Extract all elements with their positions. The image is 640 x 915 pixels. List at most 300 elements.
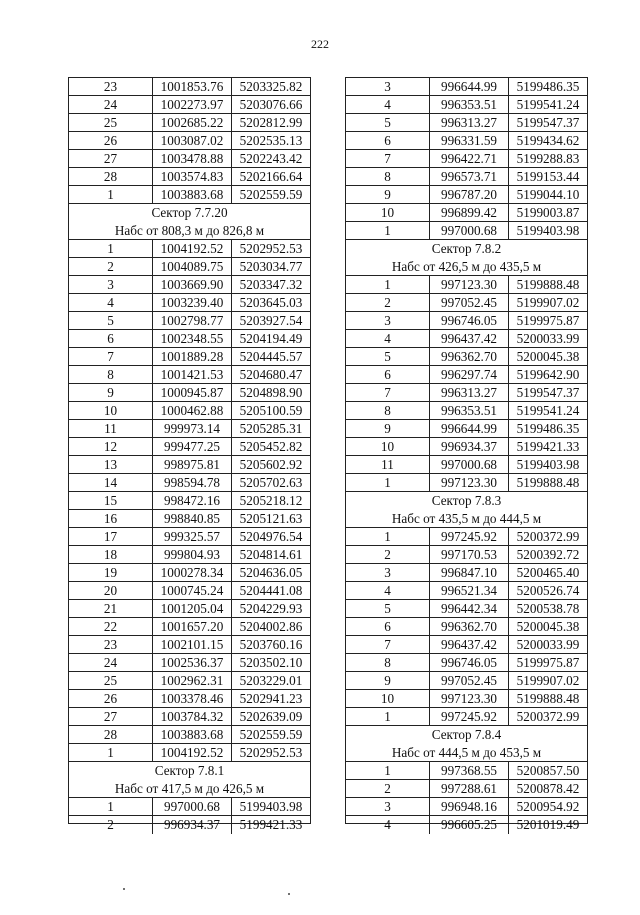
table-row [346, 330, 587, 348]
coord-x: 998975.81 [153, 456, 232, 473]
table-row [346, 132, 587, 150]
table-row [69, 150, 310, 168]
coord-x: 997052.45 [430, 672, 509, 689]
point-number: 7 [346, 636, 430, 653]
coord-x: 997170.53 [430, 546, 509, 563]
table-row [346, 672, 587, 690]
coord-y: 5203347.32 [239, 277, 303, 292]
point-number: 9 [346, 672, 430, 689]
coord-x: 1003574.83 [153, 168, 232, 185]
coord-x: 997123.30 [430, 474, 509, 491]
coord-y: 5199888.48 [516, 475, 580, 490]
coord-y: 5201019.49 [516, 817, 580, 832]
coord-y: 5202812.99 [239, 115, 303, 130]
point-number: 8 [69, 366, 153, 383]
coord-x: 996847.10 [430, 564, 509, 581]
table-row [346, 564, 587, 582]
coord-y: 5203076.66 [239, 97, 303, 112]
point-number: 3 [346, 78, 430, 95]
point-number: 18 [69, 546, 153, 563]
coord-x: 997245.92 [430, 528, 509, 545]
coord-x: 997000.68 [430, 456, 509, 473]
point-number: 23 [69, 78, 153, 95]
coord-y: 5202941.23 [239, 691, 303, 706]
table-row [346, 420, 587, 438]
coord-x: 996787.20 [430, 186, 509, 203]
coord-x: 996934.37 [430, 438, 509, 455]
point-number: 6 [69, 330, 153, 347]
table-row [346, 762, 587, 780]
coord-x: 996437.42 [430, 330, 509, 347]
point-number: 3 [346, 312, 430, 329]
point-number: 10 [346, 438, 430, 455]
point-number: 27 [69, 708, 153, 725]
table-row [346, 798, 587, 816]
table-row [69, 456, 310, 474]
table-row [69, 600, 310, 618]
coord-x: 996353.51 [430, 96, 509, 113]
table-row [346, 582, 587, 600]
coord-y: 5203927.54 [239, 313, 303, 328]
table-row [346, 636, 587, 654]
point-number: 16 [69, 510, 153, 527]
coord-y: 5200392.72 [516, 547, 580, 562]
table-row [69, 582, 310, 600]
point-number: 27 [69, 150, 153, 167]
coord-x: 1004192.52 [153, 240, 232, 257]
point-number: 24 [69, 654, 153, 671]
coord-y: 5199642.90 [516, 367, 580, 382]
table-row [69, 276, 310, 294]
scan-speck [123, 888, 125, 890]
coord-x: 997123.30 [430, 276, 509, 293]
point-number: 22 [69, 618, 153, 635]
coord-x: 997368.55 [430, 762, 509, 779]
coord-y: 5204636.05 [239, 565, 303, 580]
coord-x: 999477.25 [153, 438, 232, 455]
table-row [346, 312, 587, 330]
coord-y: 5199907.02 [516, 673, 580, 688]
table-row [69, 672, 310, 690]
table-row [346, 474, 587, 492]
table-row [69, 816, 310, 834]
point-number: 5 [346, 114, 430, 131]
sector-header [69, 204, 310, 240]
table-row [346, 168, 587, 186]
coord-x: 1003784.32 [153, 708, 232, 725]
point-number: 4 [69, 294, 153, 311]
point-number: 11 [69, 420, 153, 437]
table-row [69, 402, 310, 420]
sector-range: Набс от 435,5 м до 444,5 м [391, 511, 542, 526]
table-row [69, 114, 310, 132]
coord-y: 5199486.35 [516, 421, 580, 436]
coord-x: 996331.59 [430, 132, 509, 149]
coord-y: 5204441.08 [239, 583, 303, 598]
coordinates-table-left [68, 77, 311, 832]
coord-x: 1001889.28 [153, 348, 232, 365]
coord-x: 1003883.68 [153, 186, 232, 203]
coord-y: 5204898.90 [239, 385, 303, 400]
sector-title: Сектор 7.8.2 [431, 241, 502, 256]
point-number: 1 [346, 222, 430, 239]
coord-x: 999325.57 [153, 528, 232, 545]
coord-y: 5202166.64 [239, 169, 303, 184]
coord-y: 5199421.33 [239, 817, 303, 832]
point-number: 21 [69, 600, 153, 617]
coord-x: 1003087.02 [153, 132, 232, 149]
table-row [346, 114, 587, 132]
coord-y: 5204002.86 [239, 619, 303, 634]
coord-x: 1000745.24 [153, 582, 232, 599]
point-number: 2 [346, 294, 430, 311]
sector-header [346, 492, 587, 528]
table-row [69, 78, 310, 96]
sector-range: Набс от 426,5 м до 435,5 м [391, 259, 542, 274]
coord-y: 5200878.42 [516, 781, 580, 796]
coord-x: 996353.51 [430, 402, 509, 419]
coord-y: 5203645.03 [239, 295, 303, 310]
coord-x: 1000462.88 [153, 402, 232, 419]
coord-x: 996644.99 [430, 420, 509, 437]
point-number: 10 [69, 402, 153, 419]
point-number: 6 [346, 366, 430, 383]
coord-x: 996521.34 [430, 582, 509, 599]
table-row [69, 564, 310, 582]
coord-y: 5203325.82 [239, 79, 303, 94]
coord-y: 5199288.83 [516, 151, 580, 166]
table-row [346, 366, 587, 384]
coord-x: 996422.71 [430, 150, 509, 167]
coord-y: 5203034.77 [239, 259, 303, 274]
table-row [69, 438, 310, 456]
coord-x: 1004089.75 [153, 258, 232, 275]
point-number: 14 [69, 474, 153, 491]
coord-y: 5199153.44 [516, 169, 580, 184]
point-number: 9 [346, 186, 430, 203]
point-number: 5 [69, 312, 153, 329]
point-number: 4 [346, 96, 430, 113]
table-row [346, 348, 587, 366]
coord-x: 998472.16 [153, 492, 232, 509]
point-number: 10 [346, 690, 430, 707]
coord-y: 5200857.50 [516, 763, 580, 778]
point-number: 3 [346, 798, 430, 815]
coord-y: 5200465.40 [516, 565, 580, 580]
point-number: 4 [346, 816, 430, 834]
point-number: 6 [346, 132, 430, 149]
coord-y: 5200033.99 [516, 637, 580, 652]
coordinates-table-right [345, 77, 588, 832]
coord-x: 996362.70 [430, 618, 509, 635]
point-number: 9 [69, 384, 153, 401]
table-row [346, 816, 587, 834]
coord-x: 996313.27 [430, 114, 509, 131]
point-number: 4 [346, 330, 430, 347]
table-row [346, 438, 587, 456]
point-number: 2 [69, 258, 153, 275]
point-number: 15 [69, 492, 153, 509]
coord-x: 1003239.40 [153, 294, 232, 311]
point-number: 1 [346, 474, 430, 491]
coord-y: 5205100.59 [239, 403, 303, 418]
coord-x: 1003478.88 [153, 150, 232, 167]
coord-y: 5202952.53 [239, 745, 303, 760]
sector-range: Набс от 808,3 м до 826,8 м [114, 223, 265, 238]
table-row [69, 618, 310, 636]
sector-title: Сектор 7.8.3 [431, 493, 502, 508]
table-row [69, 654, 310, 672]
point-number: 7 [346, 150, 430, 167]
coord-x: 998840.85 [153, 510, 232, 527]
point-number: 2 [346, 546, 430, 563]
point-number: 7 [69, 348, 153, 365]
point-number: 26 [69, 690, 153, 707]
table-row [69, 330, 310, 348]
point-number: 8 [346, 402, 430, 419]
coord-y: 5200538.78 [516, 601, 580, 616]
coord-y: 5199975.87 [516, 313, 580, 328]
coord-y: 5200372.99 [516, 529, 580, 544]
coord-x: 1002798.77 [153, 312, 232, 329]
table-row [346, 528, 587, 546]
coord-y: 5199421.33 [516, 439, 580, 454]
table-row [346, 780, 587, 798]
coord-y: 5204194.49 [239, 331, 303, 346]
table-row [346, 276, 587, 294]
coord-x: 1002536.37 [153, 654, 232, 671]
coord-x: 1003378.46 [153, 690, 232, 707]
table-row [69, 798, 310, 816]
table-row [69, 96, 310, 114]
table-row [346, 384, 587, 402]
coord-y: 5203502.10 [239, 655, 303, 670]
point-number: 23 [69, 636, 153, 653]
coord-y: 5199403.98 [516, 223, 580, 238]
point-number: 8 [346, 168, 430, 185]
coord-y: 5202559.59 [239, 187, 303, 202]
table-row [69, 690, 310, 708]
table-row [346, 294, 587, 312]
sector-header [346, 726, 587, 762]
coord-y: 5205218.12 [239, 493, 303, 508]
point-number: 5 [346, 600, 430, 617]
coord-x: 1002685.22 [153, 114, 232, 131]
coord-x: 998594.78 [153, 474, 232, 491]
sector-header [346, 240, 587, 276]
coord-y: 5199403.98 [239, 799, 303, 814]
sector-title: Сектор 7.8.1 [154, 763, 225, 778]
coord-x: 1001657.20 [153, 618, 232, 635]
coord-x: 997245.92 [430, 708, 509, 725]
coord-x: 996313.27 [430, 384, 509, 401]
coord-x: 996948.16 [430, 798, 509, 815]
coord-x: 1000278.34 [153, 564, 232, 581]
table-row [346, 708, 587, 726]
coord-x: 999973.14 [153, 420, 232, 437]
coord-y: 5200372.99 [516, 709, 580, 724]
coord-y: 5199547.37 [516, 115, 580, 130]
point-number: 28 [69, 168, 153, 185]
point-number: 1 [346, 528, 430, 545]
point-number: 28 [69, 726, 153, 743]
point-number: 19 [69, 564, 153, 581]
coord-y: 5200954.92 [516, 799, 580, 814]
coord-y: 5204976.54 [239, 529, 303, 544]
table-row [69, 474, 310, 492]
coord-x: 996899.42 [430, 204, 509, 221]
coord-y: 5200045.38 [516, 349, 580, 364]
coord-y: 5199888.48 [516, 277, 580, 292]
sector-title: Сектор 7.8.4 [431, 727, 502, 742]
coord-y: 5203760.16 [239, 637, 303, 652]
coord-x: 996644.99 [430, 78, 509, 95]
coord-y: 5203229.01 [239, 673, 303, 688]
point-number: 2 [346, 780, 430, 797]
coord-y: 5199907.02 [516, 295, 580, 310]
table-row [69, 294, 310, 312]
point-number: 1 [69, 744, 153, 761]
coord-y: 5199541.24 [516, 403, 580, 418]
table-row [346, 690, 587, 708]
coord-y: 5199547.37 [516, 385, 580, 400]
coord-x: 1001205.04 [153, 600, 232, 617]
point-number: 10 [346, 204, 430, 221]
coord-y: 5204814.61 [239, 547, 303, 562]
table-row [346, 186, 587, 204]
coord-y: 5202559.59 [239, 727, 303, 742]
table-row [346, 618, 587, 636]
coord-y: 5202952.53 [239, 241, 303, 256]
table-row [346, 204, 587, 222]
point-number: 6 [346, 618, 430, 635]
coord-x: 996437.42 [430, 636, 509, 653]
point-number: 24 [69, 96, 153, 113]
coord-x: 996297.74 [430, 366, 509, 383]
coord-y: 5199486.35 [516, 79, 580, 94]
coord-y: 5199888.48 [516, 691, 580, 706]
point-number: 11 [346, 456, 430, 473]
table-row [69, 528, 310, 546]
coord-y: 5199541.24 [516, 97, 580, 112]
table-row [69, 366, 310, 384]
coord-x: 996605.25 [430, 816, 509, 834]
coord-y: 5204229.93 [239, 601, 303, 616]
point-number: 20 [69, 582, 153, 599]
coord-x: 997000.68 [430, 222, 509, 239]
point-number: 4 [346, 582, 430, 599]
table-row [69, 312, 310, 330]
table-row [69, 186, 310, 204]
sector-title: Сектор 7.7.20 [151, 205, 228, 220]
table-row [69, 708, 310, 726]
coord-x: 996362.70 [430, 348, 509, 365]
sector-range: Набс от 444,5 м до 453,5 м [391, 745, 542, 760]
table-row [69, 384, 310, 402]
coord-x: 1002348.55 [153, 330, 232, 347]
point-number: 7 [346, 384, 430, 401]
coord-x: 1003669.90 [153, 276, 232, 293]
table-row [346, 78, 587, 96]
coord-y: 5202243.42 [239, 151, 303, 166]
table-row [69, 132, 310, 150]
table-row [346, 600, 587, 618]
coord-y: 5200526.74 [516, 583, 580, 598]
coord-x: 996442.34 [430, 600, 509, 617]
point-number: 1 [69, 798, 153, 815]
table-row [346, 222, 587, 240]
point-number: 25 [69, 114, 153, 131]
coord-x: 1002101.15 [153, 636, 232, 653]
point-number: 3 [69, 276, 153, 293]
point-number: 25 [69, 672, 153, 689]
point-number: 13 [69, 456, 153, 473]
coord-x: 1002273.97 [153, 96, 232, 113]
point-number: 1 [69, 186, 153, 203]
table-row [69, 240, 310, 258]
table-row [69, 348, 310, 366]
scan-speck [288, 893, 290, 895]
table-row [69, 636, 310, 654]
coord-y: 5202639.09 [239, 709, 303, 724]
point-number: 9 [346, 420, 430, 437]
coord-y: 5204680.47 [239, 367, 303, 382]
coord-y: 5199434.62 [516, 133, 580, 148]
point-number: 17 [69, 528, 153, 545]
coord-y: 5200045.38 [516, 619, 580, 634]
table-row [69, 420, 310, 438]
table-row [69, 168, 310, 186]
sector-range: Набс от 417,5 м до 426,5 м [114, 781, 265, 796]
coord-y: 5199044.10 [516, 187, 580, 202]
page-number: 222 [311, 37, 329, 51]
coord-y: 5205602.92 [239, 457, 303, 472]
point-number: 5 [346, 348, 430, 365]
coord-y: 5200033.99 [516, 331, 580, 346]
coord-x: 996573.71 [430, 168, 509, 185]
point-number: 1 [69, 240, 153, 257]
table-row [69, 726, 310, 744]
point-number: 12 [69, 438, 153, 455]
coord-x: 996746.05 [430, 312, 509, 329]
coord-x: 997123.30 [430, 690, 509, 707]
table-row [346, 456, 587, 474]
table-row [346, 654, 587, 672]
point-number: 8 [346, 654, 430, 671]
table-row [69, 492, 310, 510]
coord-x: 1001853.76 [153, 78, 232, 95]
table-row [69, 510, 310, 528]
table-row [69, 744, 310, 762]
coord-x: 1003883.68 [153, 726, 232, 743]
table-row [346, 546, 587, 564]
coord-y: 5202535.13 [239, 133, 303, 148]
coord-y: 5205702.63 [239, 475, 303, 490]
point-number: 3 [346, 564, 430, 581]
coord-y: 5205121.63 [239, 511, 303, 526]
coord-x: 999804.93 [153, 546, 232, 563]
coord-x: 996934.37 [153, 816, 232, 834]
table-row [69, 546, 310, 564]
coord-x: 996746.05 [430, 654, 509, 671]
table-row [346, 402, 587, 420]
coord-y: 5205285.31 [239, 421, 303, 436]
point-number: 1 [346, 276, 430, 293]
coord-y: 5205452.82 [239, 439, 303, 454]
table-row [346, 150, 587, 168]
point-number: 2 [69, 816, 153, 834]
coord-y: 5199975.87 [516, 655, 580, 670]
